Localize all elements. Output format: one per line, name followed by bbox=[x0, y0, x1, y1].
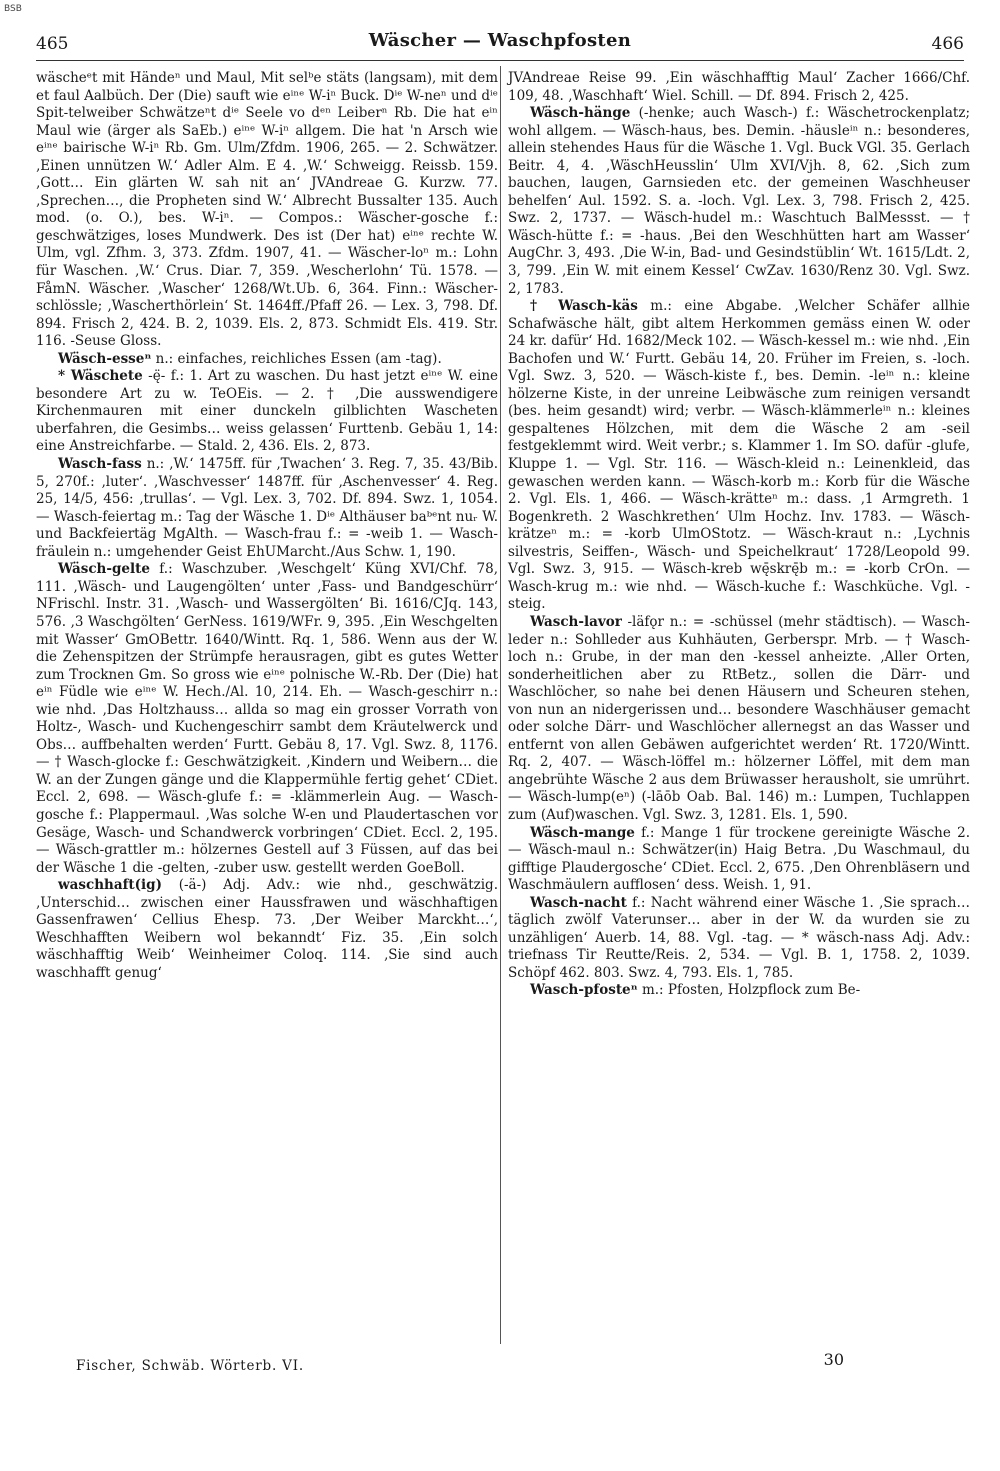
dictionary-entry bbox=[36, 456, 498, 561]
entry-text: f.: Waschzuber. ‚Weschgelt‘ Küng XVI/Chf. 78, 111. ‚Wäsch- und Laugengölten‘ unter ‚Fass- und Bandgeschürr‘ NFrischl. Instr. 31. ‚Wasch- und Wassergölten‘ Bi. 1616/CJq. 143, 576. ‚3 Waschgölten‘ GerNess. 1619/WFr. 9, 395. ‚Ein Weschgelten mit Wasser‘ GmOBettr. 1640/Wintt. Rq. 1, 586. Wenn aus der W. die Zehenspitzen der Strümpfe herausragen, gibt es gutes Wetter zum Trocknen Gm. So gross wie eⁱⁿᵉ polnische W.-Rb. Der (Die) hat eⁱⁿ Füdle wie eⁱⁿᵉ W. Hech./Al. 10, 214. Eh. — Wasch-geschirr n.: wie nhd. ‚Das Holtzhauss… allda so mag ein grosser Vorrath von Holtz-, Wasch- und Kuchengeschirr sambt dem Kräutelwerck und Obs… auffbehalten werden‘ Furtt. Gebäu 8, 17. Vgl. Swz. 8, 1176. — † Wasch-glocke f.: Geschwätzigkeit. ‚Kindern und Weibern… die W. an der Zungen gänge und die Klappermühle fertig gehet‘ CDiet. Eccl. 2, 698. — Wäsch-glufe f.: = -klämmerlein Aug. — Wasch-gosche f.: Plappermaul. ‚Was solche W-en und Plaudertaschen vor Gesäge, Wasch- und Schandwerck vorbringen‘ CDiet. Eccl. 2, 195. — Wäsch-grattler m.: hölzernes Gestell auf 3 Füssen, auf das bei der Wäsche 1 die -gelten, -zuber usw. gestellt werden GoeBoll. bbox=[36, 561, 498, 876]
entry-text: m.: eine Abgabe. ‚Welcher Schäfer allhie Schafwäsche hält, gibt altem Herkommen gemäss einen W. oder 24 kr. dafür‘ Hd. 1682/Meck 102. — Wäsch-kessel m.: wie nhd. ‚Ein Bachofen und W.‘ Furtt. Gebäu 14, 20. Früher im Freien, s. -loch. Vgl. Swz. 3, 520. — Wäsch-kiste f., bes. Demin. -leⁱⁿ n.: kleine hölzerne Kiste, in der unreine Leibwäsche zum reinigen versandt (bes. heim gesandt) wird; verbr. — Wäsch-klämmerleⁱⁿ n.: kleines gespaltenes Hölzchen, mit dem die Wäsche 2 am -seil festgeklemmt wird. Weit verbr.; s. Klammer 1. Im SO. dafür -glufe, Kluppe 1. — Vgl. Str. 116. — Wäsch-kleid n.: Leinenkleid, das gewaschen werden kann. — Wäsch-korb m.: Korb für die Wäsche 2. Vgl. Els. 1, 466. — Wäsch-krätteⁿ m.: dass. ‚1 Armgreth. 1 Bogenkreth. 2 Waschkrethen‘ Ulm Hochz. Inv. 1783. — Wäsch-krätzeⁿ m.: = -korb UlmOStotz. — Wäsch-kraut n.: ‚Lychnis silvestris, Seiffen-, Wäsch- und Speichelkraut‘ 1728/Leopold 99. Vgl. Swz. 3, 915. — Wäsch-kreb wę̄skrę̄b m.: = -korb CrOn. — Wasch-krug m.: wie nhd. — Wäsch-kuche f.: Waschküche. Vgl. -steig. bbox=[508, 298, 970, 613]
right-column bbox=[508, 70, 970, 1000]
dictionary-entry bbox=[508, 105, 970, 298]
dictionary-entry bbox=[508, 614, 970, 825]
page-number-left: 465 bbox=[36, 34, 69, 54]
entry-lemma: waschhaft(ig) bbox=[58, 877, 162, 894]
dictionary-entry bbox=[36, 368, 498, 456]
column-divider bbox=[500, 66, 501, 1344]
entry-text: -läfǫr n.: = -schüssel (mehr städtisch). — Wasch-leder n.: Sohlleder aus Kuhhäuten, Gerberspr. Mrb. — † Wasch-loch n.: Grube, in der man den -kessel anheizte. ‚Aller Orten, sonderheitlichen aber zu RtBetz., sollen die Därr- und Waschlöcher, so nahe bei denen Häusern und Scheuren stehen, von nun an nidergerissen und… besondere Waschhäuser gemacht oder solche Därr- und Waschlöcher allernegst an das Wasser und entfernt von allen Gebäwen aufgerichtet werden‘ Rt. 1720/Wintt. Rq. 2, 407. — Wäsch-löffel m.: hölzerner Löffel, mit dem man angebrühte Wäsche 2 aus dem Brüwasser herausholt, sie umrührt. — Wäsch-lump(eⁿ) (-lāōb Oab. Bal. 146) m.: Lumpen, Tuchlappen zum (Auf)waschen. Vgl. Swz. 3, 1281. Els. 1, 590. bbox=[508, 613, 970, 823]
dictionary-entry bbox=[36, 877, 498, 982]
left-column bbox=[36, 70, 498, 982]
entry-lemma: Wasch-lavor bbox=[530, 613, 622, 630]
entry-text: JVAndreae Reise 99. ‚Ein wäschhafftig Maul‘ Zacher 1666/Chf. 109, 48. ‚Waschhaft‘ Wiel. Schill. — Df. 894. Frisch 2, 425. bbox=[508, 70, 970, 104]
entry-text: n.: einfaches, reichliches Essen (am -tag). bbox=[151, 350, 442, 367]
entry-text: f.: Mange 1 für trockene gereinigte Wäsche 2. — Wäsch-maul n.: Schwätzer(in) Haig Betra. ‚Du Waschmaul, du gifftige Plaudergosche‘ CDiet. Eccl. 2, 675. ‚Den Ohrenbläsern und Waschmäulern aufflosen‘ dess. Weish. 1, 91. bbox=[508, 824, 970, 894]
entry-lemma: Wasch-fass bbox=[58, 456, 142, 473]
dictionary-entry bbox=[36, 351, 498, 369]
entry-lemma: Wäsch-hänge bbox=[530, 105, 631, 122]
entry-text: (-ä-) Adj. Adv.: wie nhd., geschwätzig. ‚Unterschid… zwischen einer Haussfrawen und wäschhaftigen Gassenfrawen‘ Cellius Ehesp. 73. ‚Der Weiber Marckht…‘, Weschhafften Weibern wol bekanndt‘ Fiz. 35. ‚Ein solch wäschhafftig Weib‘ Weinheimer Coloq. 114. ‚Sie sind auch waschhafft genug‘ bbox=[36, 877, 498, 981]
dictionary-entry bbox=[508, 825, 970, 895]
entry-text: (-henke; auch Wasch-) f.: Wäschetrockenplatz; wohl allgem. — Wäsch-haus, bes. Demin. -häusleⁱⁿ n.: besonderes, allein stehendes Haus für die Wäsche 1. Vgl. Buck VGl. 35. Gerlach Beitr. 4, 4. ‚WäschHeusslin‘ Ulm XVI/Vjh. 8, 62. ‚Sich zum bauchen, laugen, Garnsieden etc. der gemeinen Waschheuser behelfen‘ Aul. 1592. S. a. -loch. Vgl. Lex. 3, 798. Frisch 2, 425. Swz. 2, 1737. — Wäsch-hudel m.: Waschtuch BalMessst. — † Wäsch-hütte f.: = -haus. ‚Bei den Weschhütten hart am Wasser‘ AugChr. 3, 493. ‚Die W-in, Bad- und Gesindstüblin‘ Wt. 1615/Ldt. 2, 3, 799. ‚Ein W. mit einem Kessel‘ CwZav. 1630/Renz 30. Vgl. Swz. 2, 1783. bbox=[508, 105, 970, 297]
dictionary-entry bbox=[508, 70, 970, 105]
dictionary-entry bbox=[508, 298, 970, 614]
publisher-signature: Fischer, Schwäb. Wörterb. VI. bbox=[76, 1358, 304, 1374]
entry-lemma: Wäsch-esseⁿ bbox=[58, 350, 152, 367]
entry-text: -ę̈- f.: 1. Art zu waschen. Du hast jetzt eⁱⁿᵉ W. eine besondere Art zu w. TeOEis. — 2. † ‚Die ausswendigere Kirchenmauren mit einer dunckeln gilblichten Wascheten uberfahren, die Gesimbs… weiss gelassen‘ Furttenb. Gebäu 1, 14: eine Anstreichfarbe. — Stald. 2, 436. Els. 2, 873. bbox=[36, 368, 498, 455]
header-rule bbox=[36, 60, 964, 61]
entry-text: wäscheᵉt mit Händeⁿ und Maul, Mit selᵇe stäts (langsam), mit dem et faul Aalbüch. Der (Die) sauft wie eⁱⁿᵉ W-iⁿ Buck. Dⁱᵉ W-neⁿ und dⁱᵉ Spit-telweiber Schwätzeⁿt dⁱᵉ Seele vo dᵉⁿ Leiberⁿ Rb. Die hat eⁱⁿ Maul wie (ärger als SaEb.) eⁱⁿᵉ W-iⁿ allgem. Die hat 'n Arsch wie eⁱⁿᵉ bairische W-iⁿ Rb. Gm. Ulm/Zfdm. 1906, 265. — 2. Schwätzer. ‚Einen unnützen W.‘ Adler Alm. E 4. ‚W.‘ Schweigg. Reissb. 159. ‚Gott… Ein glärten W. sah nit an‘ JVAndreae G. Kurzw. 77. ‚Sprechen…, die Propheten sind W.‘ Albrecht Bussalter 135. Auch mod. (o. O.), bes. W-iⁿ. — Compos.: Wäscher-gosche f.: geschwätziges, loses Mundwerk. Des ist (Der hat) eⁱⁿᵉ rechte W. Ulm, vgl. Zfhm. 3, 373. Zfdm. 1907, 41. — Wäscher-loⁿ m.: Lohn für Waschen. ‚W.‘ Crus. Diar. 7, 359. ‚Wescherlohn‘ Tü. 1578. — FåmN. Wäscher. ‚Wascher‘ 1268/Wt.Ub. 6, 364. Finn.: Wäscher-schlössle; ‚Wascherthörlein‘ St. 1464ff./Pfaff 26. — Lex. 3, 798. Df. 894. Frisch 2, 424. B. 2, 1039. Els. 2, 873. Schmidt Els. 419. Str. 116. -Seuse Gloss. bbox=[36, 70, 498, 350]
page-number-right: 466 bbox=[931, 34, 964, 54]
dictionary-entry bbox=[36, 70, 498, 351]
dictionary-entry bbox=[508, 982, 970, 1000]
entry-lemma: Wasch-nacht bbox=[530, 894, 627, 911]
dictionary-entry bbox=[36, 561, 498, 877]
entry-text: f.: Nacht während einer Wäsche 1. ‚Sie sprach… täglich zwölf Vaterunser… aber in der W. da wurden sie zu unzähligen‘ Auerb. 14, 88. Vgl. -tag. — * wäsch-nass Adj. Adv.: triefnass Tir Reutte/Reis. 2, 534. — Vgl. B. 1, 1758. 2, 1039. Schöpf 462. 803. Swz. 4, 793. Els. 1, 785. bbox=[508, 894, 970, 981]
entry-text: m.: Pfosten, Holzpflock zum Be- bbox=[637, 982, 861, 999]
entry-lemma: Wäsch-gelte bbox=[58, 561, 150, 578]
page-title: Wäscher — Waschpfosten bbox=[368, 30, 632, 51]
entry-lemma: † Wasch-käs bbox=[530, 298, 638, 315]
page-footer bbox=[36, 1350, 964, 1410]
library-mark: BSB bbox=[4, 4, 22, 14]
entry-lemma: Wasch-pfosteⁿ bbox=[530, 982, 638, 999]
sheet-number: 30 bbox=[823, 1350, 844, 1369]
entry-lemma: Wäsch-mange bbox=[530, 824, 635, 841]
page-header bbox=[36, 28, 964, 58]
dictionary-entry bbox=[508, 895, 970, 983]
entry-text: n.: ‚W.‘ 1475ff. für ‚Twachen‘ 3. Reg. 7, 35. 43/Bib. 5, 270f.: ‚luter‘. ‚Waschvesser‘ 1487ff. für ‚Aschenvesser‘ 4. Reg. 25, 14/5, 456: ‚trullas‘. — Vgl. Lex. 3, 702. Df. 894. Swz. 1, 1054. — Wasch-feiertag m.: Tag der Wäsche 1. Dⁱᵉ Althäuser baᵇᵉnt nuᵣ W. und Backfeiertäg MgAlth. — Wasch-frau f.: = -weib 1. — Wasch-fräulein n.: umgehender Geist EhUMarcht./Aus Schw. 1, 190. bbox=[36, 456, 498, 560]
entry-lemma: * Wäschete bbox=[58, 368, 143, 385]
